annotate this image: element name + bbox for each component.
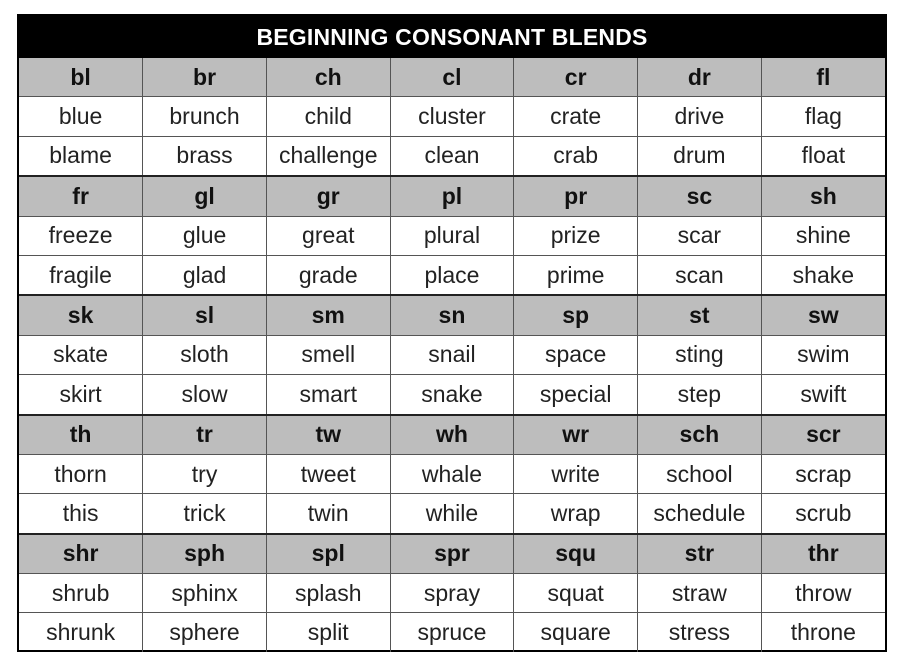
word-cell: tweet [266, 454, 390, 493]
word-cell: step [638, 375, 762, 415]
word-cell: squat [514, 574, 638, 613]
word-cell: skate [19, 335, 143, 374]
word-cell: sloth [143, 335, 267, 374]
word-cell: space [514, 335, 638, 374]
word-cell: skirt [19, 375, 143, 415]
word-cell: shine [761, 216, 885, 255]
word-cell: schedule [638, 494, 762, 534]
word-cell: school [638, 454, 762, 493]
blend-header-cell: spl [266, 534, 390, 574]
word-row [19, 375, 885, 415]
word-cell: special [514, 375, 638, 415]
word-cell: float [761, 136, 885, 176]
blend-header-cell: tw [266, 415, 390, 455]
blends-table [19, 58, 885, 652]
word-cell: snake [390, 375, 514, 415]
word-cell: smell [266, 335, 390, 374]
blend-header-cell: br [143, 58, 267, 97]
word-cell: snail [390, 335, 514, 374]
word-cell: blame [19, 136, 143, 176]
word-cell: split [266, 613, 390, 652]
word-cell: shrunk [19, 613, 143, 652]
blend-header-cell: gr [266, 176, 390, 216]
word-cell: flag [761, 97, 885, 136]
word-cell: plural [390, 216, 514, 255]
blend-header-cell: sch [638, 415, 762, 455]
word-row [19, 136, 885, 176]
word-cell: glue [143, 216, 267, 255]
word-row [19, 454, 885, 493]
word-cell: smart [266, 375, 390, 415]
blend-header-cell: dr [638, 58, 762, 97]
blend-header-cell: sph [143, 534, 267, 574]
blend-header-cell: cl [390, 58, 514, 97]
word-cell: swim [761, 335, 885, 374]
blend-header-cell: bl [19, 58, 143, 97]
blend-header-cell: sh [761, 176, 885, 216]
word-row [19, 494, 885, 534]
word-cell: while [390, 494, 514, 534]
word-cell: write [514, 454, 638, 493]
word-cell: great [266, 216, 390, 255]
word-cell: fragile [19, 255, 143, 295]
word-cell: crab [514, 136, 638, 176]
blend-header-row [19, 295, 885, 335]
word-cell: this [19, 494, 143, 534]
word-cell: sphere [143, 613, 267, 652]
word-cell: brunch [143, 97, 267, 136]
word-cell: shake [761, 255, 885, 295]
word-cell: throw [761, 574, 885, 613]
word-row [19, 216, 885, 255]
word-cell: place [390, 255, 514, 295]
blends-table-body [19, 58, 885, 652]
word-row [19, 613, 885, 652]
word-cell: stress [638, 613, 762, 652]
blend-header-row [19, 58, 885, 97]
word-cell: prime [514, 255, 638, 295]
word-cell: scrub [761, 494, 885, 534]
word-cell: prize [514, 216, 638, 255]
blend-header-cell: th [19, 415, 143, 455]
blend-header-cell: pr [514, 176, 638, 216]
blend-header-cell: sl [143, 295, 267, 335]
blend-header-cell: sw [761, 295, 885, 335]
blend-header-row [19, 176, 885, 216]
word-cell: square [514, 613, 638, 652]
word-cell: crate [514, 97, 638, 136]
blend-header-cell: thr [761, 534, 885, 574]
word-cell: shrub [19, 574, 143, 613]
blend-header-cell: scr [761, 415, 885, 455]
blend-header-cell: str [638, 534, 762, 574]
blend-header-cell: sc [638, 176, 762, 216]
blend-header-cell: gl [143, 176, 267, 216]
word-cell: spray [390, 574, 514, 613]
word-row [19, 335, 885, 374]
blend-header-cell: tr [143, 415, 267, 455]
blend-header-cell: fl [761, 58, 885, 97]
word-cell: swift [761, 375, 885, 415]
blend-header-cell: wr [514, 415, 638, 455]
word-cell: sting [638, 335, 762, 374]
word-cell: wrap [514, 494, 638, 534]
word-cell: challenge [266, 136, 390, 176]
blend-header-row [19, 534, 885, 574]
word-cell: drive [638, 97, 762, 136]
word-cell: slow [143, 375, 267, 415]
word-cell: straw [638, 574, 762, 613]
word-cell: spruce [390, 613, 514, 652]
blend-header-cell: sm [266, 295, 390, 335]
blend-header-cell: squ [514, 534, 638, 574]
word-cell: freeze [19, 216, 143, 255]
word-cell: scan [638, 255, 762, 295]
word-cell: sphinx [143, 574, 267, 613]
word-cell: thorn [19, 454, 143, 493]
word-cell: scar [638, 216, 762, 255]
word-cell: clean [390, 136, 514, 176]
word-cell: grade [266, 255, 390, 295]
word-cell: glad [143, 255, 267, 295]
word-row [19, 255, 885, 295]
blend-header-cell: ch [266, 58, 390, 97]
blend-header-cell: st [638, 295, 762, 335]
word-cell: throne [761, 613, 885, 652]
word-row [19, 97, 885, 136]
blend-header-cell: spr [390, 534, 514, 574]
word-cell: scrap [761, 454, 885, 493]
word-cell: try [143, 454, 267, 493]
blend-header-cell: pl [390, 176, 514, 216]
blend-header-cell: shr [19, 534, 143, 574]
blend-header-cell: fr [19, 176, 143, 216]
word-cell: blue [19, 97, 143, 136]
blends-chart [17, 14, 887, 652]
word-cell: trick [143, 494, 267, 534]
blend-header-cell: wh [390, 415, 514, 455]
word-cell: cluster [390, 97, 514, 136]
word-cell: drum [638, 136, 762, 176]
blend-header-cell: cr [514, 58, 638, 97]
word-cell: twin [266, 494, 390, 534]
word-cell: child [266, 97, 390, 136]
word-row [19, 574, 885, 613]
word-cell: brass [143, 136, 267, 176]
word-cell: whale [390, 454, 514, 493]
blend-header-row [19, 415, 885, 455]
chart-title: BEGINNING CONSONANT BLENDS [19, 16, 885, 58]
blend-header-cell: sp [514, 295, 638, 335]
blend-header-cell: sk [19, 295, 143, 335]
blend-header-cell: sn [390, 295, 514, 335]
word-cell: splash [266, 574, 390, 613]
